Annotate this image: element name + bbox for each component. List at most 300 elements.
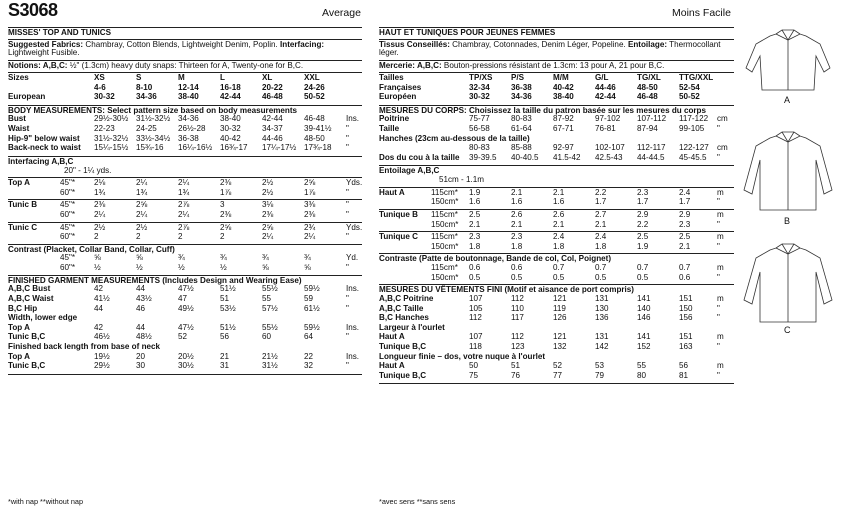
finished-row-cell: "	[346, 293, 349, 303]
body-row-cell: 39-39.5	[469, 152, 497, 162]
yardage-row-cell: 2.3	[637, 187, 649, 197]
european-row-cell: 30-32	[94, 92, 115, 102]
finished-row-cell: m	[717, 332, 724, 342]
sizes-num-row-cell: 4-6	[94, 82, 106, 92]
finished-row-cell: 44	[94, 303, 104, 313]
finished-row-cell: 53	[595, 361, 605, 371]
body-title-part: BODY MEASUREMENTS: Select pattern size based on body measurements	[8, 105, 298, 115]
yardage-row-cell: "	[346, 232, 349, 242]
yardage-row-cell: "	[717, 241, 720, 251]
finished-row-cell: 105	[469, 303, 483, 313]
yardage-row-cell: "	[346, 187, 349, 197]
yardage-row	[8, 211, 362, 221]
yardage-row-cell: 2¼	[136, 178, 148, 188]
finished-row-cell: "	[346, 361, 349, 371]
body-row-cell: 42-44	[262, 114, 283, 124]
yardage-row-cell: 1¾	[94, 187, 106, 197]
european-row-cell: European	[8, 92, 46, 102]
yardage-row-cell: 2⅜	[304, 209, 316, 219]
contrast-row-cell: ⅝	[304, 263, 311, 273]
contrast-row-cell: ½	[178, 263, 185, 273]
interfacing-row-cell: 20" - 1¼ yds.	[64, 165, 112, 175]
finished-row-cell: 22	[304, 351, 314, 361]
yardage-row-cell: m	[717, 209, 724, 219]
yardage-row-cell: 2½	[262, 187, 274, 197]
finished-row-cell: 30	[136, 361, 146, 371]
body-row-cell: "	[346, 124, 349, 134]
sizes-num-row-cell: 16-18	[220, 82, 241, 92]
finished-row-cell: 140	[637, 303, 651, 313]
contrast-row-cell: 0.5	[511, 272, 523, 282]
european-row-cell: 46-48	[637, 92, 658, 102]
yardage-row-cell: 115cm*	[431, 209, 458, 219]
finished-row-cell: Width, lower edge	[8, 313, 78, 323]
body-row-cell: Taille	[379, 124, 400, 134]
contrast-row-cell: 0.7	[595, 263, 607, 273]
footnote-en: *with nap **without nap	[8, 497, 84, 506]
sizes-num-row-cell: 8-10	[136, 82, 153, 92]
body-row-cell: 38-40	[220, 114, 241, 124]
finished-title-part: FINISHED GARMENT MEASUREMENTS (Includes Design and Wearing Ease)	[8, 275, 302, 285]
notions-line-part: Bouton-pressions résistant de 1.3cm: 13 pour A, 21 pour B,C.	[443, 61, 665, 71]
finished-row-cell: 32	[304, 361, 314, 371]
european-row-cell: 42-44	[220, 92, 241, 102]
fabrics-line-2	[379, 49, 734, 58]
yardage-row-cell: 2⅝	[262, 222, 274, 232]
finished-row-cell: 46½	[94, 332, 110, 342]
sizes-row-cell: L	[220, 72, 225, 82]
body-row-cell: 56-58	[469, 124, 490, 134]
francaises-row-cell: 32-34	[469, 82, 490, 92]
finished-row-cell: 51½	[220, 322, 236, 332]
contrast-row-cell: ½	[94, 263, 101, 273]
body-row-cell: Bust	[8, 114, 26, 124]
finished-row-cell: 119	[553, 303, 566, 313]
contrast-row-cell: ½	[136, 263, 143, 273]
yardage-row-cell: 2⅜	[220, 178, 232, 188]
finished-row-cell: 51	[220, 293, 230, 303]
pattern-number: S3068	[8, 0, 58, 20]
finished-row-cell: 52	[178, 332, 188, 342]
body-row-cell: Ins.	[346, 114, 360, 124]
finished-row-cell: 130	[595, 303, 609, 313]
yardage-row-cell: 2⅝	[136, 200, 148, 210]
finished-row-cell: 77	[553, 370, 563, 380]
body-row-cell: Poitrine	[379, 114, 410, 124]
yardage-row-cell: 1.8	[595, 241, 607, 251]
yardage-row-cell: 2.1	[511, 219, 523, 229]
finished-row-cell: 20	[136, 351, 146, 361]
body-row-cell: "	[346, 143, 349, 153]
finished-row-cell: 43½	[136, 293, 152, 303]
body-row-cell: "	[717, 152, 720, 162]
finished-row-cell: 21½	[262, 351, 278, 361]
contrast-row-cell: 115cm*	[431, 263, 458, 273]
view-c-sketch	[738, 242, 838, 328]
yardage-row-cell: 2.2	[637, 219, 649, 229]
finished-row-cell: 44	[136, 284, 146, 294]
contrast-row	[8, 264, 362, 274]
finished-row-cell: 79	[595, 370, 605, 380]
finished-row-cell: 51½	[220, 284, 236, 294]
body-row-cell: 44-44.5	[637, 152, 665, 162]
finished-row-cell: 132	[553, 341, 567, 351]
finished-row-cell: A,B,C Taille	[379, 303, 424, 313]
yardage-row-cell: 1.6	[469, 197, 481, 207]
contrast-row-cell: 150cm*	[431, 272, 459, 282]
interfacing-title-part: Entoilage A,B,C	[379, 166, 440, 176]
view-b-sketch	[738, 130, 838, 214]
contrast-title-part: Contraste (Patte de boutonnage, Bande de col, Col, Poignet)	[379, 254, 612, 264]
yardage-row-cell: 2¾	[304, 222, 316, 232]
finished-row-cell: 118	[469, 341, 482, 351]
yardage-row-cell: 1⅞	[220, 187, 232, 197]
francaises-row-cell: 52-54	[679, 82, 700, 92]
contrast-row-cell: ¾	[304, 253, 311, 263]
fabrics-line-part: Tissus Conseillés:	[379, 39, 453, 49]
european-row-cell: 46-48	[262, 92, 283, 102]
finished-row-cell: Haut A	[379, 332, 405, 342]
finished-row-cell: 126	[553, 313, 567, 323]
finished-row-cell: Finished back length from base of neck	[8, 341, 161, 351]
body-row-cell: 67-71	[553, 124, 574, 134]
yardage-row-cell: 2.7	[595, 209, 607, 219]
contrast-row-cell: 0.6	[679, 272, 691, 282]
fabrics-line-part: Chambray, Cotton Blends, Lightweight Denim, Poplin.	[85, 39, 281, 49]
yardage-row-cell: 1¾	[178, 187, 190, 197]
yardage-row-cell: 2⅜	[94, 200, 106, 210]
finished-row-cell: B,C Hip	[8, 303, 38, 313]
finished-row-cell: Ins.	[346, 322, 360, 332]
finished-row-cell: 31	[220, 361, 230, 371]
yardage-row-cell: 45"*	[60, 222, 76, 232]
european-row-cell: Européen	[379, 92, 417, 102]
yardage-row-cell: 115cm*	[431, 187, 458, 197]
interfacing-row-cell: 51cm - 1.1m	[439, 175, 484, 185]
section-title-part: HAUT ET TUNIQUES POUR JEUNES FEMMES	[379, 28, 556, 37]
yardage-row-cell: 2¼	[304, 232, 316, 242]
yardage-row-cell: 45"*	[60, 200, 76, 210]
finished-row-cell: 57½	[262, 303, 278, 313]
contrast-row-cell: 0.5	[469, 272, 481, 282]
contrast-title-part: Contrast (Placket, Collar Band, Collar, Cuff)	[8, 244, 175, 254]
yardage-row-cell: 2.6	[553, 209, 565, 219]
interfacing-row	[379, 176, 734, 186]
yardage-row-cell: 2	[178, 232, 183, 242]
yardage-row-cell: 2½	[262, 178, 274, 188]
finished-row-cell: 121	[553, 293, 567, 303]
finished-row-cell: 152	[637, 341, 651, 351]
finished-row-cell: 131	[595, 332, 609, 342]
sizes-row-cell: M	[178, 72, 185, 82]
yardage-row-cell: 2¼	[178, 209, 190, 219]
body-row-cell: 15¼-15½	[94, 143, 129, 153]
finished-row-cell: 42	[94, 322, 104, 332]
fabrics-line	[379, 41, 734, 50]
body-row-cell: 46-48	[304, 114, 325, 124]
yardage-row-cell: 1.6	[553, 197, 565, 207]
yardage-row-cell: Top A	[8, 178, 31, 188]
yardage-row-cell: 2.2	[595, 187, 607, 197]
body-row-cell: 87-94	[637, 124, 658, 134]
yardage-row-cell: 1.8	[553, 241, 565, 251]
finished-row	[8, 362, 362, 372]
francaises-row-cell: Françaises	[379, 82, 422, 92]
finished-row-cell: "	[346, 303, 349, 313]
yardage-row-cell: 2⅛	[94, 178, 106, 188]
finished-row-cell: Ins.	[346, 284, 360, 294]
view-c-label: C	[784, 325, 791, 335]
yardage-row-cell: 2.5	[469, 209, 481, 219]
footnote-fr: *avec sens **sans sens	[379, 497, 456, 506]
finished-row-cell: 48½	[136, 332, 152, 342]
section-divider	[379, 383, 734, 384]
body-row-cell: 26½-28	[178, 124, 206, 134]
european-row-cell: 42-44	[595, 92, 616, 102]
body-row-cell: 44-46	[262, 133, 283, 143]
fabrics-line-2-part: Lightweight Fusible.	[8, 48, 80, 58]
difficulty-level: Average	[322, 7, 361, 19]
yardage-row-cell: 2.3	[469, 232, 481, 242]
sizes-row-cell: TP/XS	[469, 72, 493, 82]
yardage-row-cell: 2⅝	[220, 222, 232, 232]
contrast-row-cell: 60"*	[60, 263, 76, 273]
finished-row-cell: B,C Hanches	[379, 313, 429, 323]
finished-row-cell: 47½	[178, 284, 194, 294]
yardage-row-cell: 2⅜	[262, 209, 274, 219]
yardage-row-cell: 3	[220, 200, 225, 210]
finished-row-cell: 52	[553, 361, 563, 371]
finished-row-cell: 112	[469, 313, 482, 323]
finished-row-cell: 81	[679, 370, 689, 380]
body-row-cell: 22-23	[94, 124, 115, 134]
yardage-row-cell: 60"*	[60, 187, 76, 197]
finished-row-cell: 117	[511, 313, 524, 323]
yardage-row-cell: 2.9	[679, 209, 691, 219]
body-row-cell: 45-45.5	[679, 152, 707, 162]
contrast-row-cell: ⅝	[136, 253, 143, 263]
en-content	[8, 29, 362, 376]
body-row-cell: 40-42	[220, 133, 241, 143]
english-panel	[0, 0, 365, 516]
finished-row-cell: Top A	[8, 351, 31, 361]
sizes-row-cell: TTG/XXL	[679, 72, 714, 82]
finished-row-cell: 107	[469, 293, 483, 303]
body-row-cell: 99-105	[679, 124, 705, 134]
fr-content	[379, 29, 734, 385]
finished-row-cell: "	[717, 370, 720, 380]
finished-row-cell: 80	[637, 370, 647, 380]
yardage-row-cell: 2¼	[94, 209, 106, 219]
yardage-row-cell: 2.1	[469, 219, 481, 229]
body-row-cell: 40-40.5	[511, 152, 539, 162]
yardage-row-cell: Tunique B	[379, 209, 418, 219]
yardage-row	[8, 189, 362, 199]
finished-row-cell: 112	[511, 293, 524, 303]
finished-row-cell: 60	[262, 332, 272, 342]
yardage-row-cell: "	[346, 209, 349, 219]
finished-row-cell: 29½	[94, 361, 110, 371]
finished-row-cell: 110	[511, 303, 524, 313]
finished-row-cell: Top A	[8, 322, 31, 332]
finished-row-cell: 150	[679, 303, 693, 313]
yardage-row-cell: 1.9	[469, 187, 481, 197]
yardage-row-cell: 2⅜	[220, 209, 232, 219]
body-row-cell: Back-neck to waist	[8, 143, 81, 153]
finished-row-cell: 75	[469, 370, 479, 380]
yardage-row-cell: 2⅞	[178, 222, 190, 232]
finished-row-cell: 19½	[94, 351, 110, 361]
francaises-row-cell: 36-38	[511, 82, 532, 92]
european-row	[8, 93, 362, 103]
body-row-cell: 29½-30½	[94, 114, 129, 124]
yardage-row-cell: 2.4	[595, 232, 607, 242]
finished-row-cell: 56	[220, 332, 230, 342]
yardage-row-cell: "	[717, 197, 720, 207]
finished-row-cell: 30½	[178, 361, 194, 371]
body-row	[379, 154, 734, 164]
body-row-cell: 48-50	[304, 133, 325, 143]
francaises-row-cell: 40-42	[553, 82, 574, 92]
contrast-row-cell: ¾	[220, 253, 227, 263]
yardage-row-cell: 1.8	[511, 241, 523, 251]
finished-row-cell: 123	[511, 341, 525, 351]
finished-row-cell: 142	[595, 341, 609, 351]
body-row-cell: "	[346, 133, 349, 143]
finished-row-cell: 31½	[262, 361, 278, 371]
yardage-row-cell: 2.6	[511, 209, 523, 219]
finished-row-cell: "	[717, 303, 720, 313]
yardage-row-cell: 2.1	[679, 241, 691, 251]
body-row-cell: 61-64	[511, 124, 532, 134]
finished-row-cell: Tunique B,C	[379, 341, 427, 351]
finished-row-cell: 20½	[178, 351, 194, 361]
finished-row-cell: 47½	[178, 322, 194, 332]
body-row-cell: 39-41½	[304, 124, 332, 134]
finished-row-cell: 59	[304, 293, 314, 303]
finished-row-cell: A,B,C Bust	[8, 284, 51, 294]
yardage-row-cell: 45"*	[60, 178, 76, 188]
sizes-row-cell: G/L	[595, 72, 609, 82]
body-row-cell: 76-81	[595, 124, 616, 134]
contrast-row-cell: 0.7	[679, 263, 691, 273]
body-row-cell: 107-112	[637, 114, 667, 124]
finished-row-cell: 55½	[262, 322, 278, 332]
finished-row-cell: 141	[637, 293, 651, 303]
fabrics-line-part: Entoilage:	[627, 39, 668, 49]
contrast-row-cell: ⅝	[94, 253, 101, 263]
finished-row-cell: 112	[511, 332, 524, 342]
yardage-row-cell: Yds.	[346, 222, 363, 232]
yardage-row-cell: m	[717, 232, 724, 242]
yardage-row-cell: 1⅞	[304, 187, 316, 197]
view-b-label: B	[784, 216, 791, 226]
body-row	[8, 144, 362, 154]
finished-row-cell: 107	[469, 332, 483, 342]
european-row-cell: 38-40	[178, 92, 199, 102]
finished-row-cell: Tunic B,C	[8, 332, 46, 342]
finished-row-cell: 151	[679, 293, 693, 303]
fabrics-line-part: Chambray, Cotonnades, Denim Léger, Popeline.	[452, 39, 628, 49]
yardage-row-cell: 115cm*	[431, 232, 458, 242]
contrast-row-cell: ¾	[262, 253, 269, 263]
yardage-row-cell: Haut A	[379, 187, 405, 197]
finished-row-cell: "	[346, 332, 349, 342]
body-row-cell: 16¾-17	[220, 143, 248, 153]
european-row-cell: 34-36	[136, 92, 157, 102]
body-row-cell: 117-122	[679, 114, 709, 124]
sizes-num-row-cell: 12-14	[178, 82, 199, 92]
sizes-row-cell: M/M	[553, 72, 569, 82]
french-panel	[377, 0, 734, 516]
yardage-row-cell: 2½	[94, 222, 106, 232]
yardage-row-cell: 1.7	[637, 197, 649, 207]
body-row-cell: 16¼-16½	[178, 143, 213, 153]
contrast-row-cell: 0.6	[511, 263, 523, 273]
contrast-row-cell: Yd.	[346, 253, 359, 263]
body-row-cell: 31½-32½	[136, 114, 171, 124]
yardage-row-cell: Tunique C	[379, 232, 418, 242]
yardage-row	[379, 243, 734, 253]
european-row	[379, 93, 734, 103]
view-a-sketch	[738, 28, 838, 100]
body-row-cell: Hip-9" below waist	[8, 133, 80, 143]
finished-row-cell: 136	[595, 313, 609, 323]
contrast-row-cell: 45"*	[60, 253, 76, 263]
sizes-num-row-cell: 24-26	[304, 82, 325, 92]
finished-row-cell: m	[717, 361, 724, 371]
body-row-cell: 17¾-18	[304, 143, 332, 153]
body-row-cell: 122-127	[679, 143, 709, 153]
yardage-row	[379, 198, 734, 208]
yardage-row-cell: 2.1	[511, 187, 523, 197]
notions-line-part: ½" (1.3cm) heavy duty snaps: Thirteen for A, Twenty-one for B,C.	[69, 61, 304, 71]
yardage-row-cell: m	[717, 187, 724, 197]
body-row-cell: 112-117	[637, 143, 666, 153]
yardage-row-cell: 150cm*	[431, 241, 459, 251]
fabrics-line-part: Thermocollant	[667, 39, 721, 49]
finished-row	[379, 372, 734, 382]
interfacing-title	[379, 167, 734, 176]
yardage-row-cell: 2⅞	[178, 200, 190, 210]
finished-row-cell: 55	[637, 361, 647, 371]
yardage-row	[379, 221, 734, 231]
contrast-row-cell: 0.5	[637, 272, 649, 282]
finished-row-cell: 76	[511, 370, 521, 380]
finished-row-cell: Tunique B,C	[379, 370, 427, 380]
yardage-row-cell: 2.5	[679, 232, 691, 242]
finished-row-cell: 59½	[304, 284, 320, 294]
fabrics-line-part: Suggested Fabrics:	[8, 39, 86, 49]
body-row-cell: 33½-34½	[136, 133, 171, 143]
finished-row-cell: 53½	[220, 303, 236, 313]
yardage-row-cell: 2½	[136, 222, 148, 232]
finished-row-cell: Longueur finie – dos, votre nuque à l'ourlet	[379, 351, 546, 361]
notions-line-part: Notions: A,B,C:	[8, 61, 70, 71]
yardage-row-cell: 150cm*	[431, 219, 459, 229]
yardage-row-cell: 2¼	[178, 178, 190, 188]
contrast-row-cell: 0.5	[595, 272, 607, 282]
contrast-row-cell: m	[717, 263, 724, 273]
contrast-row	[379, 274, 734, 284]
sizes-row-cell: S	[136, 72, 142, 82]
interfacing-row	[8, 167, 362, 177]
yardage-row-cell: 2.9	[637, 209, 649, 219]
contrast-row-cell: ⅝	[262, 263, 269, 273]
sizes-row-cell: XL	[262, 72, 273, 82]
difficulty-level-fr: Moins Facile	[672, 7, 731, 19]
contrast-row-cell: 0.7	[637, 263, 649, 273]
